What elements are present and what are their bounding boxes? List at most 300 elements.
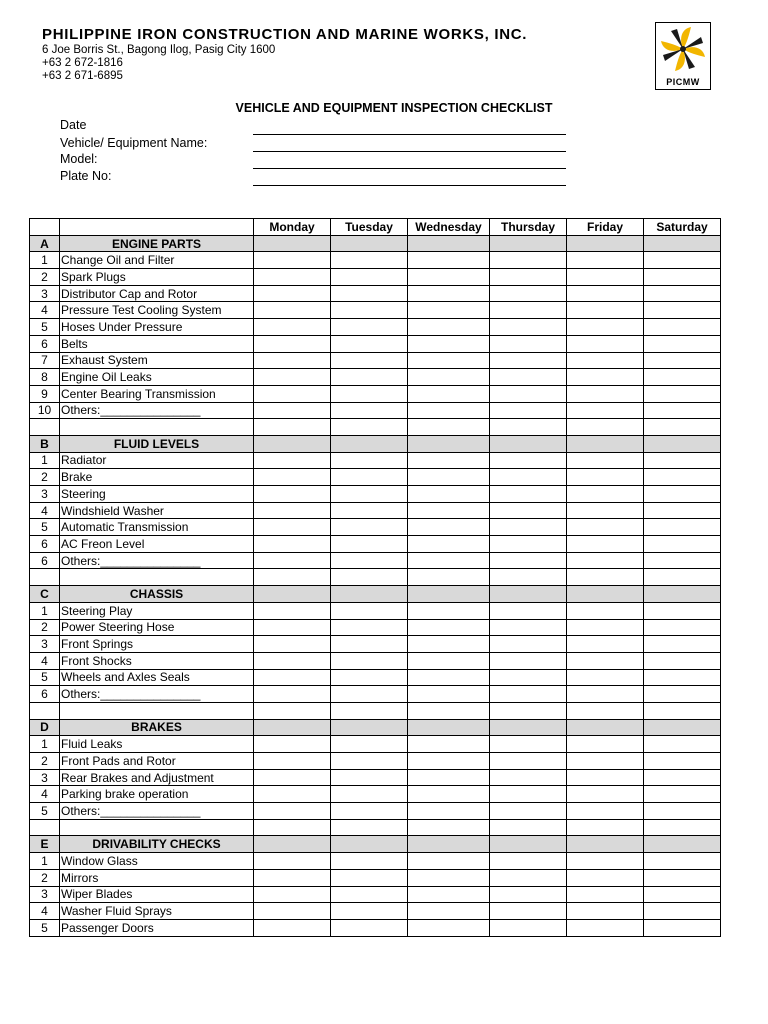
spacer-day-cell[interactable] bbox=[408, 819, 490, 836]
day-check-cell[interactable] bbox=[331, 803, 408, 820]
item-label: Parking brake operation bbox=[60, 786, 254, 803]
day-check-cell[interactable] bbox=[408, 469, 490, 486]
day-check-cell[interactable] bbox=[254, 602, 331, 619]
day-check-cell[interactable] bbox=[408, 669, 490, 686]
day-check-cell[interactable] bbox=[408, 452, 490, 469]
day-check-cell[interactable] bbox=[567, 686, 644, 703]
day-check-cell[interactable] bbox=[331, 903, 408, 920]
day-check-cell[interactable] bbox=[408, 803, 490, 820]
item-number: 4 bbox=[30, 903, 60, 920]
day-check-cell[interactable] bbox=[490, 402, 567, 419]
checklist-item-row bbox=[30, 786, 721, 803]
day-check-cell[interactable] bbox=[644, 869, 721, 886]
day-check-cell[interactable] bbox=[567, 803, 644, 820]
day-check-cell[interactable] bbox=[331, 302, 408, 319]
day-check-cell[interactable] bbox=[254, 636, 331, 653]
day-check-cell[interactable] bbox=[490, 753, 567, 770]
day-check-cell[interactable] bbox=[408, 753, 490, 770]
section-day-cell bbox=[567, 435, 644, 452]
day-check-cell[interactable] bbox=[490, 469, 567, 486]
day-check-cell[interactable] bbox=[408, 636, 490, 653]
checklist-item-row bbox=[30, 352, 721, 369]
day-check-cell[interactable] bbox=[644, 269, 721, 286]
section-day-cell bbox=[490, 435, 567, 452]
spacer-day-cell[interactable] bbox=[254, 419, 331, 436]
day-check-cell[interactable] bbox=[408, 335, 490, 352]
spacer-cell bbox=[30, 819, 60, 836]
section-header-row bbox=[30, 586, 721, 603]
day-check-cell[interactable] bbox=[567, 786, 644, 803]
day-check-cell[interactable] bbox=[331, 369, 408, 386]
day-check-cell[interactable] bbox=[567, 369, 644, 386]
day-check-cell[interactable] bbox=[254, 869, 331, 886]
day-check-cell[interactable] bbox=[644, 736, 721, 753]
day-check-cell[interactable] bbox=[490, 319, 567, 336]
day-check-cell[interactable] bbox=[254, 452, 331, 469]
checklist-item-row bbox=[30, 853, 721, 870]
day-check-cell[interactable] bbox=[408, 285, 490, 302]
spacer-day-cell[interactable] bbox=[331, 819, 408, 836]
spacer-day-cell[interactable] bbox=[331, 419, 408, 436]
day-check-cell[interactable] bbox=[644, 903, 721, 920]
item-label: Washer Fluid Sprays bbox=[60, 903, 254, 920]
day-check-cell[interactable] bbox=[567, 853, 644, 870]
checklist-item-row bbox=[30, 402, 721, 419]
day-check-cell[interactable] bbox=[254, 803, 331, 820]
day-check-cell[interactable] bbox=[408, 385, 490, 402]
section-day-cell bbox=[408, 586, 490, 603]
day-check-cell[interactable] bbox=[408, 903, 490, 920]
day-check-cell[interactable] bbox=[254, 252, 331, 269]
day-check-cell[interactable] bbox=[644, 502, 721, 519]
day-check-cell[interactable] bbox=[331, 853, 408, 870]
day-check-cell[interactable] bbox=[331, 469, 408, 486]
day-check-cell[interactable] bbox=[331, 519, 408, 536]
day-check-cell[interactable] bbox=[644, 753, 721, 770]
day-check-cell[interactable] bbox=[408, 769, 490, 786]
day-check-cell[interactable] bbox=[490, 285, 567, 302]
day-check-cell[interactable] bbox=[254, 536, 331, 553]
day-check-cell[interactable] bbox=[408, 786, 490, 803]
item-label: Engine Oil Leaks bbox=[60, 369, 254, 386]
spacer-day-cell[interactable] bbox=[254, 569, 331, 586]
day-check-cell[interactable] bbox=[254, 369, 331, 386]
checklist-item-row bbox=[30, 669, 721, 686]
day-check-cell[interactable] bbox=[254, 686, 331, 703]
day-check-cell[interactable] bbox=[567, 552, 644, 569]
day-check-cell[interactable] bbox=[331, 652, 408, 669]
day-check-cell[interactable] bbox=[567, 335, 644, 352]
spacer-day-cell[interactable] bbox=[408, 569, 490, 586]
day-check-cell[interactable] bbox=[490, 269, 567, 286]
day-check-cell[interactable] bbox=[644, 919, 721, 936]
day-check-cell[interactable] bbox=[490, 602, 567, 619]
day-check-cell[interactable] bbox=[408, 919, 490, 936]
day-check-cell[interactable] bbox=[644, 886, 721, 903]
day-check-cell[interactable] bbox=[331, 402, 408, 419]
day-check-cell[interactable] bbox=[408, 552, 490, 569]
spacer-day-cell[interactable] bbox=[644, 569, 721, 586]
item-label: Wiper Blades bbox=[60, 886, 254, 903]
day-check-cell[interactable] bbox=[567, 869, 644, 886]
spacer-day-cell[interactable] bbox=[567, 702, 644, 719]
checklist-item-row bbox=[30, 452, 721, 469]
day-check-cell[interactable] bbox=[254, 469, 331, 486]
checklist-item-row bbox=[30, 319, 721, 336]
day-check-cell[interactable] bbox=[254, 486, 331, 503]
day-check-cell[interactable] bbox=[644, 352, 721, 369]
day-check-cell[interactable] bbox=[331, 753, 408, 770]
day-check-cell[interactable] bbox=[331, 252, 408, 269]
day-check-cell[interactable] bbox=[331, 385, 408, 402]
day-check-cell[interactable] bbox=[567, 903, 644, 920]
day-check-cell[interactable] bbox=[331, 919, 408, 936]
day-check-cell[interactable] bbox=[408, 602, 490, 619]
day-check-cell[interactable] bbox=[254, 352, 331, 369]
day-check-cell[interactable] bbox=[567, 619, 644, 636]
spacer-day-cell[interactable] bbox=[408, 702, 490, 719]
checklist-item-row bbox=[30, 502, 721, 519]
section-title: BRAKES bbox=[60, 719, 254, 736]
day-check-cell[interactable] bbox=[408, 352, 490, 369]
item-label: Belts bbox=[60, 335, 254, 352]
day-check-cell[interactable] bbox=[408, 252, 490, 269]
item-label: Hoses Under Pressure bbox=[60, 319, 254, 336]
day-check-cell[interactable] bbox=[254, 502, 331, 519]
day-check-cell[interactable] bbox=[567, 302, 644, 319]
day-check-cell[interactable] bbox=[644, 536, 721, 553]
day-check-cell[interactable] bbox=[490, 486, 567, 503]
day-check-cell[interactable] bbox=[331, 319, 408, 336]
day-check-cell[interactable] bbox=[254, 769, 331, 786]
checklist-item-row bbox=[30, 736, 721, 753]
item-label: Others:_______________ bbox=[60, 552, 254, 569]
day-check-cell[interactable] bbox=[567, 486, 644, 503]
day-check-cell[interactable] bbox=[408, 369, 490, 386]
field-label-vehicle-name: Vehicle/ Equipment Name: bbox=[60, 136, 208, 150]
section-header-row bbox=[30, 435, 721, 452]
item-number: 1 bbox=[30, 853, 60, 870]
day-check-cell[interactable] bbox=[331, 502, 408, 519]
day-check-cell[interactable] bbox=[490, 869, 567, 886]
day-check-cell[interactable] bbox=[408, 853, 490, 870]
day-check-cell[interactable] bbox=[644, 686, 721, 703]
day-check-cell[interactable] bbox=[490, 335, 567, 352]
day-check-cell[interactable] bbox=[644, 402, 721, 419]
day-check-cell[interactable] bbox=[567, 636, 644, 653]
item-number: 3 bbox=[30, 285, 60, 302]
day-check-cell[interactable] bbox=[644, 486, 721, 503]
day-check-cell[interactable] bbox=[254, 903, 331, 920]
day-check-cell[interactable] bbox=[567, 402, 644, 419]
day-check-cell[interactable] bbox=[644, 469, 721, 486]
day-check-cell[interactable] bbox=[331, 536, 408, 553]
spacer-day-cell[interactable] bbox=[331, 702, 408, 719]
spacer-row bbox=[30, 569, 721, 586]
day-check-cell[interactable] bbox=[644, 519, 721, 536]
day-check-cell[interactable] bbox=[254, 285, 331, 302]
day-check-cell[interactable] bbox=[408, 736, 490, 753]
day-check-cell[interactable] bbox=[490, 619, 567, 636]
day-check-cell[interactable] bbox=[490, 736, 567, 753]
spacer-day-cell[interactable] bbox=[644, 702, 721, 719]
day-check-cell[interactable] bbox=[331, 335, 408, 352]
item-number: 6 bbox=[30, 536, 60, 553]
day-check-cell[interactable] bbox=[254, 619, 331, 636]
section-day-cell bbox=[254, 435, 331, 452]
day-check-cell[interactable] bbox=[490, 252, 567, 269]
spacer-day-cell[interactable] bbox=[567, 569, 644, 586]
section-day-cell bbox=[567, 586, 644, 603]
day-check-cell[interactable] bbox=[331, 636, 408, 653]
item-number: 2 bbox=[30, 269, 60, 286]
day-check-cell[interactable] bbox=[254, 552, 331, 569]
day-check-cell[interactable] bbox=[331, 886, 408, 903]
day-check-cell[interactable] bbox=[408, 519, 490, 536]
day-check-cell[interactable] bbox=[567, 252, 644, 269]
spacer-day-cell[interactable] bbox=[254, 819, 331, 836]
day-check-cell[interactable] bbox=[331, 786, 408, 803]
day-check-cell[interactable] bbox=[644, 803, 721, 820]
day-check-cell[interactable] bbox=[644, 636, 721, 653]
day-check-cell[interactable] bbox=[254, 519, 331, 536]
day-check-cell[interactable] bbox=[254, 319, 331, 336]
vehicle-name-field-line[interactable] bbox=[253, 151, 566, 152]
day-check-cell[interactable] bbox=[331, 285, 408, 302]
day-check-cell[interactable] bbox=[331, 669, 408, 686]
section-header-row bbox=[30, 836, 721, 853]
spacer-day-cell[interactable] bbox=[490, 702, 567, 719]
section-day-cell bbox=[254, 586, 331, 603]
spacer-day-cell[interactable] bbox=[254, 702, 331, 719]
day-check-cell[interactable] bbox=[567, 519, 644, 536]
section-day-cell bbox=[331, 235, 408, 252]
checklist-item-row bbox=[30, 285, 721, 302]
day-check-cell[interactable] bbox=[567, 919, 644, 936]
day-check-cell[interactable] bbox=[408, 302, 490, 319]
day-check-cell[interactable] bbox=[644, 369, 721, 386]
day-check-cell[interactable] bbox=[490, 669, 567, 686]
day-check-cell[interactable] bbox=[408, 886, 490, 903]
document-title: VEHICLE AND EQUIPMENT INSPECTION CHECKLIST bbox=[235, 101, 553, 115]
day-check-cell[interactable] bbox=[490, 536, 567, 553]
day-check-cell[interactable] bbox=[490, 552, 567, 569]
day-check-cell[interactable] bbox=[254, 919, 331, 936]
day-check-cell[interactable] bbox=[254, 652, 331, 669]
spacer-day-cell[interactable] bbox=[490, 569, 567, 586]
section-day-cell bbox=[254, 235, 331, 252]
checklist-item-row bbox=[30, 536, 721, 553]
day-check-cell[interactable] bbox=[331, 869, 408, 886]
day-check-cell[interactable] bbox=[408, 402, 490, 419]
day-check-cell[interactable] bbox=[254, 335, 331, 352]
spacer-day-cell[interactable] bbox=[331, 569, 408, 586]
plate-no-field-line[interactable] bbox=[253, 185, 566, 186]
day-check-cell[interactable] bbox=[254, 736, 331, 753]
day-check-cell[interactable] bbox=[490, 769, 567, 786]
checklist-item-row bbox=[30, 636, 721, 653]
day-check-cell[interactable] bbox=[490, 369, 567, 386]
header-blank-cell bbox=[60, 219, 254, 236]
day-check-cell[interactable] bbox=[567, 769, 644, 786]
day-check-cell[interactable] bbox=[644, 786, 721, 803]
day-check-cell[interactable] bbox=[331, 602, 408, 619]
day-check-cell[interactable] bbox=[408, 486, 490, 503]
day-check-cell[interactable] bbox=[331, 452, 408, 469]
spacer-cell bbox=[60, 569, 254, 586]
day-check-cell[interactable] bbox=[254, 886, 331, 903]
day-check-cell[interactable] bbox=[408, 869, 490, 886]
day-check-cell[interactable] bbox=[644, 669, 721, 686]
day-check-cell[interactable] bbox=[567, 652, 644, 669]
day-check-cell[interactable] bbox=[490, 886, 567, 903]
day-header-monday: Monday bbox=[254, 219, 331, 236]
day-check-cell[interactable] bbox=[567, 602, 644, 619]
day-check-cell[interactable] bbox=[644, 652, 721, 669]
day-check-cell[interactable] bbox=[408, 536, 490, 553]
day-check-cell[interactable] bbox=[331, 769, 408, 786]
day-check-cell[interactable] bbox=[254, 853, 331, 870]
day-check-cell[interactable] bbox=[644, 335, 721, 352]
spacer-day-cell[interactable] bbox=[644, 819, 721, 836]
day-check-cell[interactable] bbox=[567, 502, 644, 519]
day-check-cell[interactable] bbox=[331, 552, 408, 569]
day-check-cell[interactable] bbox=[408, 619, 490, 636]
section-day-cell bbox=[254, 836, 331, 853]
day-check-cell[interactable] bbox=[644, 619, 721, 636]
date-field-line[interactable] bbox=[253, 134, 566, 135]
day-check-cell[interactable] bbox=[490, 786, 567, 803]
day-check-cell[interactable] bbox=[490, 519, 567, 536]
day-check-cell[interactable] bbox=[254, 753, 331, 770]
day-check-cell[interactable] bbox=[490, 903, 567, 920]
day-check-cell[interactable] bbox=[331, 619, 408, 636]
day-check-cell[interactable] bbox=[254, 786, 331, 803]
day-check-cell[interactable] bbox=[490, 853, 567, 870]
checklist-item-row bbox=[30, 769, 721, 786]
checklist-item-row bbox=[30, 252, 721, 269]
day-check-cell[interactable] bbox=[644, 285, 721, 302]
day-check-cell[interactable] bbox=[254, 269, 331, 286]
day-check-cell[interactable] bbox=[644, 385, 721, 402]
day-check-cell[interactable] bbox=[490, 502, 567, 519]
day-check-cell[interactable] bbox=[567, 536, 644, 553]
day-check-cell[interactable] bbox=[644, 252, 721, 269]
company-phone-1: +63 2 672-1816 bbox=[42, 57, 123, 69]
section-day-cell bbox=[331, 719, 408, 736]
spacer-day-cell[interactable] bbox=[644, 419, 721, 436]
spacer-day-cell[interactable] bbox=[408, 419, 490, 436]
day-header-saturday: Saturday bbox=[644, 219, 721, 236]
section-day-cell bbox=[408, 435, 490, 452]
day-check-cell[interactable] bbox=[567, 669, 644, 686]
day-check-cell[interactable] bbox=[644, 319, 721, 336]
day-check-cell[interactable] bbox=[644, 853, 721, 870]
day-check-cell[interactable] bbox=[490, 452, 567, 469]
day-check-cell[interactable] bbox=[331, 736, 408, 753]
day-check-cell[interactable] bbox=[490, 919, 567, 936]
day-check-cell[interactable] bbox=[567, 385, 644, 402]
day-header-thursday: Thursday bbox=[490, 219, 567, 236]
day-check-cell[interactable] bbox=[567, 753, 644, 770]
item-number: 6 bbox=[30, 335, 60, 352]
item-label: Fluid Leaks bbox=[60, 736, 254, 753]
day-check-cell[interactable] bbox=[644, 552, 721, 569]
section-title: DRIVABILITY CHECKS bbox=[60, 836, 254, 853]
spacer-day-cell[interactable] bbox=[490, 419, 567, 436]
checklist-item-row bbox=[30, 803, 721, 820]
section-header-row bbox=[30, 719, 721, 736]
day-check-cell[interactable] bbox=[490, 385, 567, 402]
day-check-cell[interactable] bbox=[490, 302, 567, 319]
spacer-day-cell[interactable] bbox=[567, 419, 644, 436]
section-day-cell bbox=[490, 235, 567, 252]
item-label: Automatic Transmission bbox=[60, 519, 254, 536]
day-header-wednesday: Wednesday bbox=[408, 219, 490, 236]
item-number: 6 bbox=[30, 552, 60, 569]
item-label: Change Oil and Filter bbox=[60, 252, 254, 269]
spacer-day-cell[interactable] bbox=[490, 819, 567, 836]
checklist-item-row bbox=[30, 619, 721, 636]
day-header-friday: Friday bbox=[567, 219, 644, 236]
item-label: Steering Play bbox=[60, 602, 254, 619]
day-check-cell[interactable] bbox=[644, 452, 721, 469]
day-check-cell[interactable] bbox=[331, 352, 408, 369]
spacer-day-cell[interactable] bbox=[567, 819, 644, 836]
day-check-cell[interactable] bbox=[490, 686, 567, 703]
day-check-cell[interactable] bbox=[408, 269, 490, 286]
day-check-cell[interactable] bbox=[254, 669, 331, 686]
day-check-cell[interactable] bbox=[644, 602, 721, 619]
day-check-cell[interactable] bbox=[254, 402, 331, 419]
day-check-cell[interactable] bbox=[408, 652, 490, 669]
item-number: 5 bbox=[30, 803, 60, 820]
day-check-cell[interactable] bbox=[644, 769, 721, 786]
day-check-cell[interactable] bbox=[408, 502, 490, 519]
day-check-cell[interactable] bbox=[644, 302, 721, 319]
day-check-cell[interactable] bbox=[490, 636, 567, 653]
item-label: Center Bearing Transmission bbox=[60, 385, 254, 402]
day-check-cell[interactable] bbox=[567, 452, 644, 469]
item-number: 3 bbox=[30, 486, 60, 503]
item-number: 1 bbox=[30, 602, 60, 619]
day-check-cell[interactable] bbox=[490, 352, 567, 369]
day-check-cell[interactable] bbox=[567, 319, 644, 336]
day-check-cell[interactable] bbox=[331, 486, 408, 503]
day-check-cell[interactable] bbox=[490, 652, 567, 669]
section-day-cell bbox=[644, 586, 721, 603]
day-check-cell[interactable] bbox=[408, 686, 490, 703]
day-check-cell[interactable] bbox=[254, 385, 331, 402]
day-check-cell[interactable] bbox=[567, 736, 644, 753]
item-label: Spark Plugs bbox=[60, 269, 254, 286]
day-check-cell[interactable] bbox=[567, 285, 644, 302]
section-letter: A bbox=[30, 235, 60, 252]
day-check-cell[interactable] bbox=[408, 319, 490, 336]
day-check-cell[interactable] bbox=[567, 469, 644, 486]
day-check-cell[interactable] bbox=[331, 269, 408, 286]
checklist-item-row bbox=[30, 886, 721, 903]
day-check-cell[interactable] bbox=[567, 886, 644, 903]
day-check-cell[interactable] bbox=[567, 352, 644, 369]
model-field-line[interactable] bbox=[253, 168, 566, 169]
day-check-cell[interactable] bbox=[567, 269, 644, 286]
checklist-item-row bbox=[30, 469, 721, 486]
day-check-cell[interactable] bbox=[254, 302, 331, 319]
day-check-cell[interactable] bbox=[331, 686, 408, 703]
day-check-cell[interactable] bbox=[490, 803, 567, 820]
item-number: 6 bbox=[30, 686, 60, 703]
